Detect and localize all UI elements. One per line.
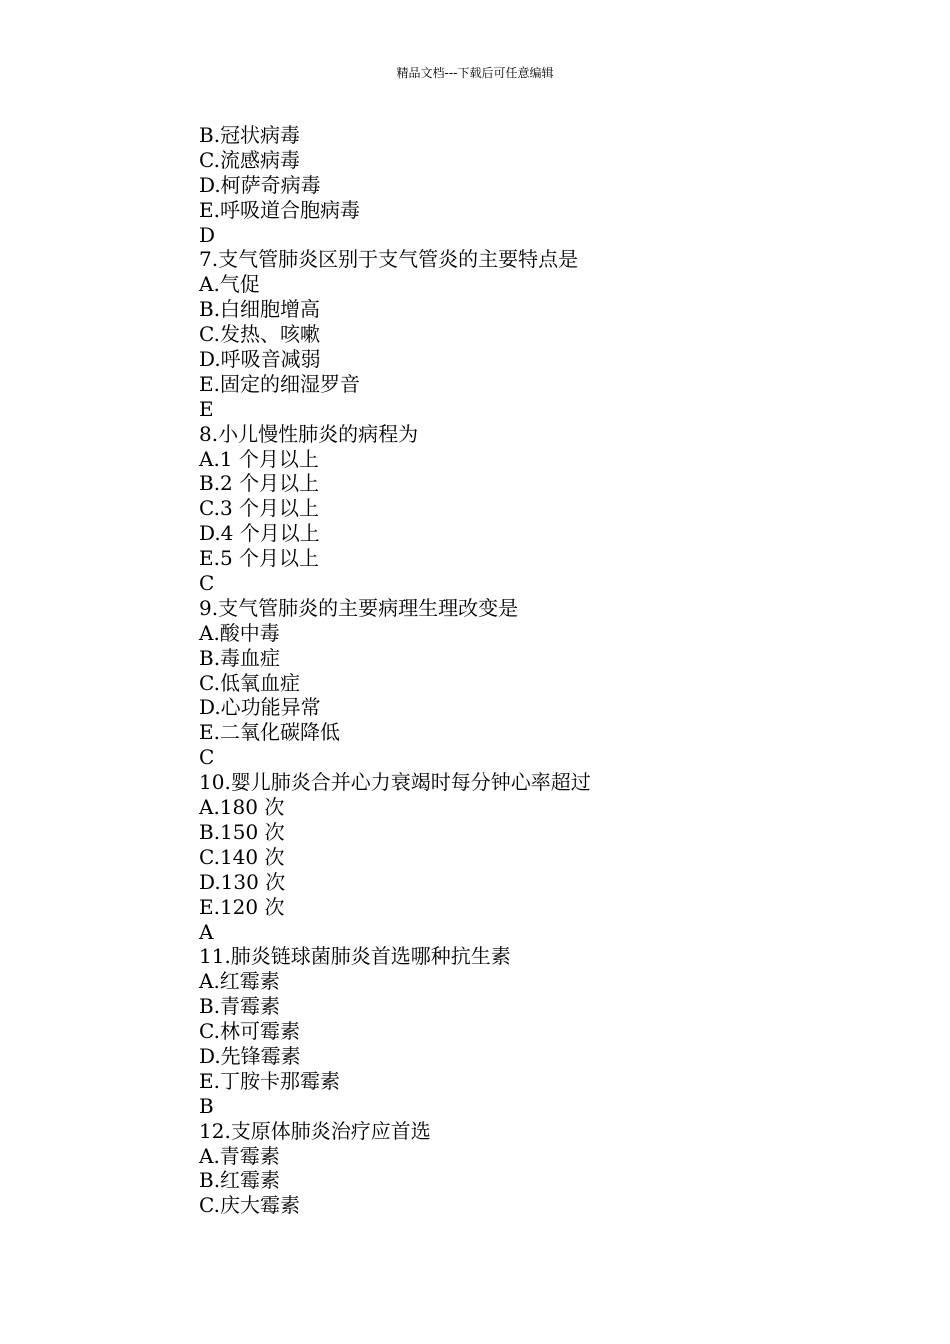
option-line: A.红霉素 [199, 969, 280, 994]
option-line: D.呼吸音减弱 [199, 347, 321, 372]
answer-line: B [199, 1093, 214, 1118]
answer-line: C [199, 571, 215, 596]
option-line: E.呼吸道合胞病毒 [199, 197, 360, 222]
option-line: E.固定的细湿罗音 [199, 371, 360, 396]
question-line: 11.肺炎链球菌肺炎首选哪种抗生素 [199, 944, 511, 969]
question-line: 8.小儿慢性肺炎的病程为 [199, 421, 419, 446]
option-line: D.心功能异常 [199, 695, 321, 720]
option-line: A.1 个月以上 [199, 446, 319, 471]
answer-line: E [199, 396, 214, 421]
option-line: A.气促 [199, 272, 260, 297]
answer-line: D [199, 222, 216, 247]
option-line: C.3 个月以上 [199, 496, 320, 521]
option-line: E.120 次 [199, 894, 285, 919]
document-body [199, 123, 799, 1218]
option-line: B.红霉素 [199, 1168, 281, 1193]
option-line: E.二氧化碳降低 [199, 720, 340, 745]
option-line: C.庆大霉素 [199, 1193, 300, 1218]
option-line: D.4 个月以上 [199, 521, 320, 546]
option-line: D.130 次 [199, 869, 286, 894]
option-line: A.酸中毒 [199, 620, 280, 645]
question-line: 9.支气管肺炎的主要病理生理改变是 [199, 595, 519, 620]
question-line: 12.支原体肺炎治疗应首选 [199, 1118, 431, 1143]
question-line: 10.婴儿肺炎合并心力衰竭时每分钟心率超过 [199, 770, 591, 795]
answer-line: C [199, 745, 215, 770]
question-line: 7.支气管肺炎区别于支气管炎的主要特点是 [199, 247, 579, 272]
option-line: A.180 次 [199, 795, 285, 820]
option-line: C.140 次 [199, 844, 285, 869]
option-line: E.丁胺卡那霉素 [199, 1068, 340, 1093]
option-line: B.白细胞增高 [199, 297, 321, 322]
option-line: D.柯萨奇病毒 [199, 172, 321, 197]
option-line: C.林可霉素 [199, 1019, 300, 1044]
answer-line: A [199, 919, 214, 944]
option-line: B.毒血症 [199, 645, 281, 670]
option-line: B.青霉素 [199, 994, 281, 1019]
option-line: D.先锋霉素 [199, 1043, 301, 1068]
page-header: 精品文档---下载后可任意编辑 [396, 66, 554, 80]
option-line: C.低氧血症 [199, 670, 300, 695]
option-line: B.150 次 [199, 819, 285, 844]
option-line: B.冠状病毒 [199, 123, 301, 147]
option-line: B.2 个月以上 [199, 471, 320, 496]
option-line: A.青霉素 [199, 1143, 280, 1168]
option-line: E.5 个月以上 [199, 546, 320, 571]
option-line: C.流感病毒 [199, 147, 300, 172]
option-line: C.发热、咳嗽 [199, 322, 320, 347]
